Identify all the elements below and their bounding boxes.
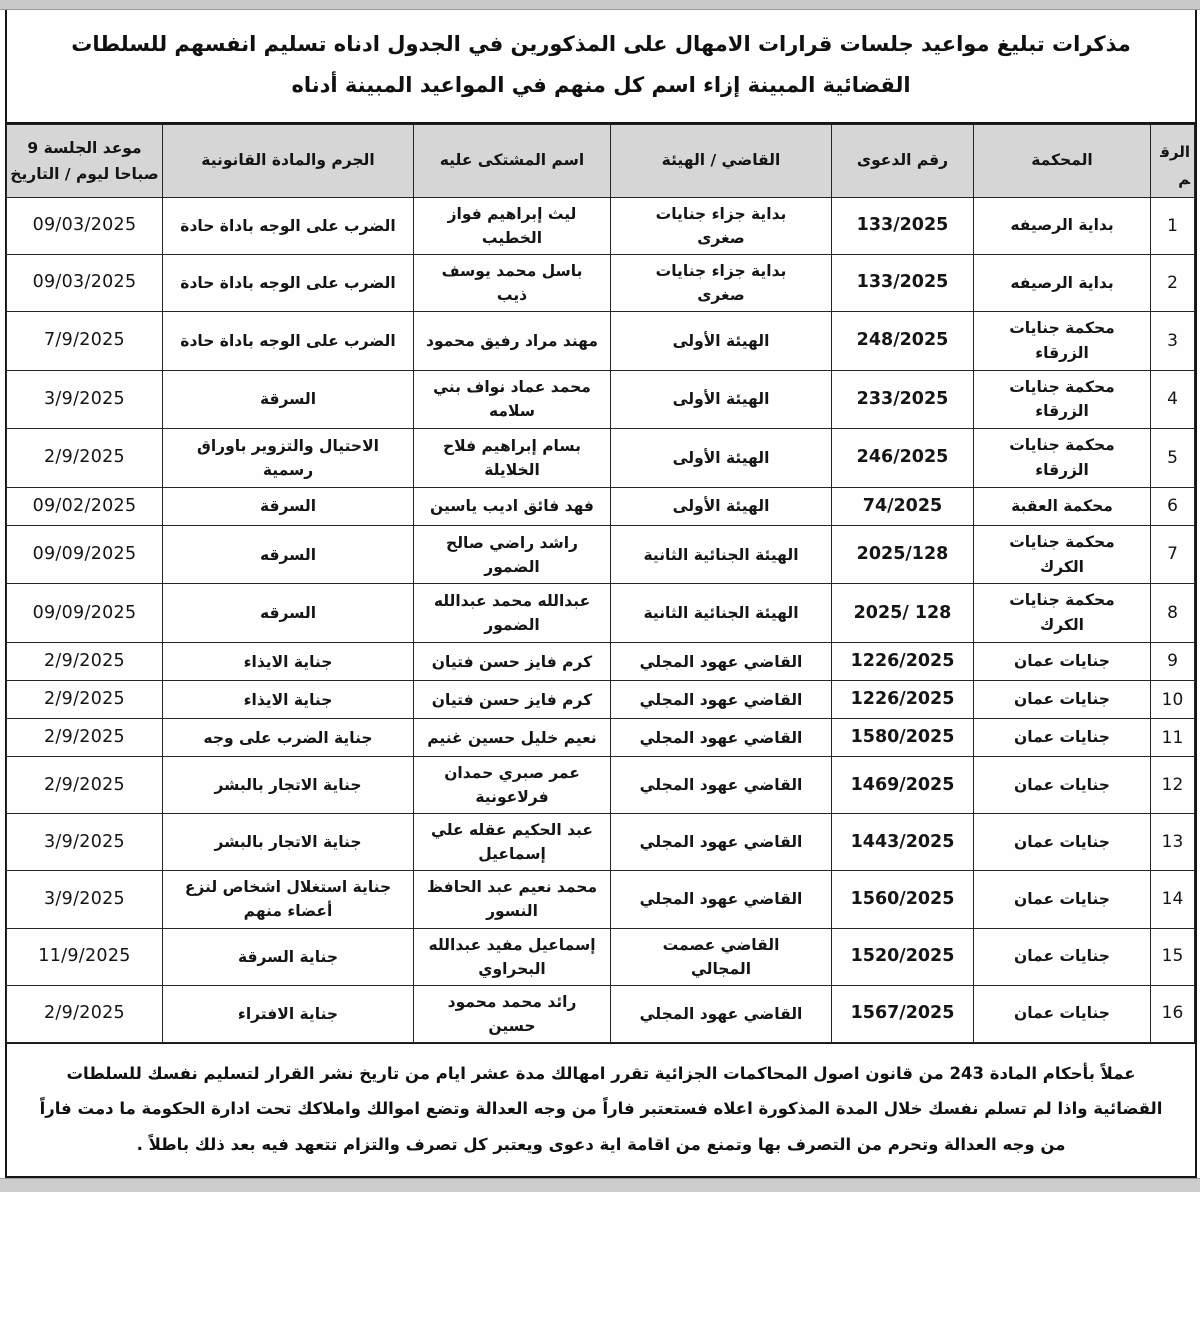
header-crime-article: الجرم والمادة القانونية bbox=[163, 124, 414, 197]
cell-session-date: 3/9/2025 bbox=[7, 814, 163, 871]
cell-court: بداية الرصيفه bbox=[974, 197, 1151, 254]
cell-judge-panel: الهيئة الأولى bbox=[611, 311, 832, 370]
cell-case-number: 246/2025 bbox=[832, 429, 974, 488]
table-row bbox=[7, 928, 1195, 985]
cell-judge-panel: القاضي عهود المجلي bbox=[611, 985, 832, 1042]
cell-index: 9 bbox=[1151, 643, 1195, 681]
cell-court: جنايات عمان bbox=[974, 985, 1151, 1042]
cell-judge-panel: القاضي عصمت المجالي bbox=[611, 928, 832, 985]
cell-index: 1 bbox=[1151, 197, 1195, 254]
cell-judge-panel: القاضي عهود المجلي bbox=[611, 643, 832, 681]
cell-session-date: 3/9/2025 bbox=[7, 871, 163, 928]
cell-crime-article: الضرب على الوجه باداة حادة bbox=[163, 254, 414, 311]
cell-index: 5 bbox=[1151, 429, 1195, 488]
cell-index: 3 bbox=[1151, 311, 1195, 370]
cell-crime-article: السرقه bbox=[163, 584, 414, 643]
cell-defendant-name: محمد عماد نواف بني سلامه bbox=[414, 370, 611, 429]
cell-index: 8 bbox=[1151, 584, 1195, 643]
cell-defendant-name: عمر صبري حمدان فرلاعونية bbox=[414, 757, 611, 814]
table-row bbox=[7, 197, 1195, 254]
cell-defendant-name: نعيم خليل حسين غنيم bbox=[414, 719, 611, 757]
cell-judge-panel: الهيئة الأولى bbox=[611, 370, 832, 429]
cell-judge-panel: الهيئة الجنائية الثانية bbox=[611, 525, 832, 584]
table-row bbox=[7, 254, 1195, 311]
cell-index: 4 bbox=[1151, 370, 1195, 429]
cell-case-number: 1469/2025 bbox=[832, 757, 974, 814]
cell-judge-panel: القاضي عهود المجلي bbox=[611, 757, 832, 814]
cell-index: 7 bbox=[1151, 525, 1195, 584]
cell-case-number: 1580/2025 bbox=[832, 719, 974, 757]
cell-defendant-name: رائد محمد محمود حسين bbox=[414, 985, 611, 1042]
table-row bbox=[7, 487, 1195, 525]
table-row bbox=[7, 525, 1195, 584]
header-defendant-name: اسم المشتكى عليه bbox=[414, 124, 611, 197]
cell-court: محكمة جنايات الزرقاء bbox=[974, 429, 1151, 488]
cell-defendant-name: إسماعيل مفيد عبدالله البحراوي bbox=[414, 928, 611, 985]
cell-defendant-name: راشد راضي صالح الضمور bbox=[414, 525, 611, 584]
cell-judge-panel: القاضي عهود المجلي bbox=[611, 871, 832, 928]
court-notice-document bbox=[5, 10, 1197, 1178]
table-row bbox=[7, 719, 1195, 757]
cell-case-number: 1226/2025 bbox=[832, 643, 974, 681]
cell-defendant-name: بسام إبراهيم فلاح الخلايلة bbox=[414, 429, 611, 488]
cell-court: محكمة جنايات الزرقاء bbox=[974, 311, 1151, 370]
cell-court: جنايات عمان bbox=[974, 871, 1151, 928]
cell-case-number: 1567/2025 bbox=[832, 985, 974, 1042]
cell-case-number: 1443/2025 bbox=[832, 814, 974, 871]
cell-court: جنايات عمان bbox=[974, 814, 1151, 871]
table-row bbox=[7, 871, 1195, 928]
cell-case-number: 1560/2025 bbox=[832, 871, 974, 928]
cell-defendant-name: ليث إبراهيم فواز الخطيب bbox=[414, 197, 611, 254]
cell-index: 10 bbox=[1151, 681, 1195, 719]
cell-session-date: 09/03/2025 bbox=[7, 254, 163, 311]
cell-case-number: 1226/2025 bbox=[832, 681, 974, 719]
table-row bbox=[7, 757, 1195, 814]
cell-index: 16 bbox=[1151, 985, 1195, 1042]
cell-session-date: 2/9/2025 bbox=[7, 643, 163, 681]
cell-judge-panel: القاضي عهود المجلي bbox=[611, 681, 832, 719]
cell-crime-article: جناية الضرب على وجه bbox=[163, 719, 414, 757]
cell-defendant-name: فهد فائق اديب ياسين bbox=[414, 487, 611, 525]
cell-case-number: 2025/128 bbox=[832, 525, 974, 584]
cell-crime-article: السرقه bbox=[163, 525, 414, 584]
cell-session-date: 09/09/2025 bbox=[7, 525, 163, 584]
cell-judge-panel: القاضي عهود المجلي bbox=[611, 719, 832, 757]
cell-court: محكمة جنايات الكرك bbox=[974, 584, 1151, 643]
cell-court: جنايات عمان bbox=[974, 643, 1151, 681]
cell-crime-article: جناية الايذاء bbox=[163, 681, 414, 719]
legal-notice-footer: عملاً بأحكام المادة 243 من قانون اصول المحاكمات الجزائية تقرر امهالك مدة عشر ايام من تاريخ نشر القرار لتسليم نفسك للسلطات القضائية واذا لم تسلم نفسك خلال المدة المذكورة اعلاه فستعتبر فاراً من وجه العدالة وتضع اموالك واملاكك تحت ادارة الحكومة ما دمت فاراً من وجه العدالة وتحرم من التصرف بها وتمنع من اقامة اية دعوى ويعتبر كل تصرف والتزام تتعهد فيه بعد ذلك باطلاً . bbox=[7, 1043, 1195, 1176]
cell-judge-panel: بداية جزاء جنايات صغرى bbox=[611, 197, 832, 254]
cell-crime-article: جناية الاتجار بالبشر bbox=[163, 757, 414, 814]
header-judge-panel: القاضي / الهيئة bbox=[611, 124, 832, 197]
cell-crime-article: السرقة bbox=[163, 487, 414, 525]
cell-court: جنايات عمان bbox=[974, 681, 1151, 719]
table-row bbox=[7, 370, 1195, 429]
cell-session-date: 2/9/2025 bbox=[7, 429, 163, 488]
cell-session-date: 3/9/2025 bbox=[7, 370, 163, 429]
cell-case-number: 248/2025 bbox=[832, 311, 974, 370]
scan-artifact-top-strip bbox=[0, 0, 1200, 10]
cell-index: 14 bbox=[1151, 871, 1195, 928]
table-row bbox=[7, 985, 1195, 1042]
cell-defendant-name: كرم فايز حسن فتيان bbox=[414, 643, 611, 681]
cell-defendant-name: كرم فايز حسن فتيان bbox=[414, 681, 611, 719]
cell-crime-article: جناية السرقة bbox=[163, 928, 414, 985]
table-row bbox=[7, 311, 1195, 370]
cell-judge-panel: الهيئة الأولى bbox=[611, 487, 832, 525]
cell-index: 11 bbox=[1151, 719, 1195, 757]
cell-case-number: 233/2025 bbox=[832, 370, 974, 429]
header-case-number: رقم الدعوى bbox=[832, 124, 974, 197]
cell-court: بداية الرصيفه bbox=[974, 254, 1151, 311]
header-index: الرقم bbox=[1151, 124, 1195, 197]
cell-crime-article: الضرب على الوجه باداة حادة bbox=[163, 197, 414, 254]
cell-index: 2 bbox=[1151, 254, 1195, 311]
cell-crime-article: جناية الايذاء bbox=[163, 643, 414, 681]
cell-judge-panel: الهيئة الأولى bbox=[611, 429, 832, 488]
cell-case-number: 133/2025 bbox=[832, 254, 974, 311]
header-session-date: موعد الجلسة 9 صباحا ليوم / التاريخ bbox=[7, 124, 163, 197]
scan-artifact-bottom-strip bbox=[0, 1178, 1200, 1192]
cell-index: 6 bbox=[1151, 487, 1195, 525]
cell-crime-article: جناية الافتراء bbox=[163, 985, 414, 1042]
cell-session-date: 2/9/2025 bbox=[7, 681, 163, 719]
cell-session-date: 2/9/2025 bbox=[7, 757, 163, 814]
cell-crime-article: الضرب على الوجه باداة حادة bbox=[163, 311, 414, 370]
cell-crime-article: السرقة bbox=[163, 370, 414, 429]
cell-session-date: 2/9/2025 bbox=[7, 719, 163, 757]
cell-judge-panel: القاضي عهود المجلي bbox=[611, 814, 832, 871]
cell-index: 15 bbox=[1151, 928, 1195, 985]
cell-defendant-name: باسل محمد يوسف ذيب bbox=[414, 254, 611, 311]
cell-case-number: 1520/2025 bbox=[832, 928, 974, 985]
table-header-row bbox=[7, 124, 1195, 197]
cell-session-date: 09/09/2025 bbox=[7, 584, 163, 643]
cell-defendant-name: عبد الحكيم عقله علي إسماعيل bbox=[414, 814, 611, 871]
cell-judge-panel: الهيئة الجنائية الثانية bbox=[611, 584, 832, 643]
cell-judge-panel: بداية جزاء جنايات صغرى bbox=[611, 254, 832, 311]
cell-session-date: 7/9/2025 bbox=[7, 311, 163, 370]
cell-session-date: 09/02/2025 bbox=[7, 487, 163, 525]
cell-defendant-name: محمد نعيم عبد الحافظ النسور bbox=[414, 871, 611, 928]
table-row bbox=[7, 584, 1195, 643]
cell-index: 13 bbox=[1151, 814, 1195, 871]
cell-crime-article: جناية استغلال اشخاص لنزع أعضاء منهم bbox=[163, 871, 414, 928]
cell-index: 12 bbox=[1151, 757, 1195, 814]
document-title: مذكرات تبليغ مواعيد جلسات قرارات الامهال على المذكورين في الجدول ادناه تسليم انفسهم للسلطات القضائية المبينة إزاء اسم كل منهم في المواعيد المبينة أدناه bbox=[7, 10, 1195, 124]
cell-court: محكمة العقبة bbox=[974, 487, 1151, 525]
table-body bbox=[7, 197, 1195, 1042]
cell-session-date: 11/9/2025 bbox=[7, 928, 163, 985]
cell-defendant-name: مهند مراد رفيق محمود bbox=[414, 311, 611, 370]
cell-court: جنايات عمان bbox=[974, 757, 1151, 814]
cell-session-date: 09/03/2025 bbox=[7, 197, 163, 254]
cell-crime-article: الاحتيال والتزوير باوراق رسمية bbox=[163, 429, 414, 488]
cell-court: محكمة جنايات الكرك bbox=[974, 525, 1151, 584]
cell-case-number: 74/2025 bbox=[832, 487, 974, 525]
cell-court: جنايات عمان bbox=[974, 928, 1151, 985]
cell-crime-article: جناية الاتجار بالبشر bbox=[163, 814, 414, 871]
table-row bbox=[7, 429, 1195, 488]
header-court: المحكمة bbox=[974, 124, 1151, 197]
table-row bbox=[7, 814, 1195, 871]
cell-court: جنايات عمان bbox=[974, 719, 1151, 757]
table-row bbox=[7, 681, 1195, 719]
table-row bbox=[7, 643, 1195, 681]
cell-case-number: 133/2025 bbox=[832, 197, 974, 254]
cell-session-date: 2/9/2025 bbox=[7, 985, 163, 1042]
cell-case-number: 2025/ 128 bbox=[832, 584, 974, 643]
cell-court: محكمة جنايات الزرقاء bbox=[974, 370, 1151, 429]
hearing-schedule-table bbox=[6, 124, 1195, 1043]
cell-defendant-name: عبدالله محمد عبدالله الضمور bbox=[414, 584, 611, 643]
